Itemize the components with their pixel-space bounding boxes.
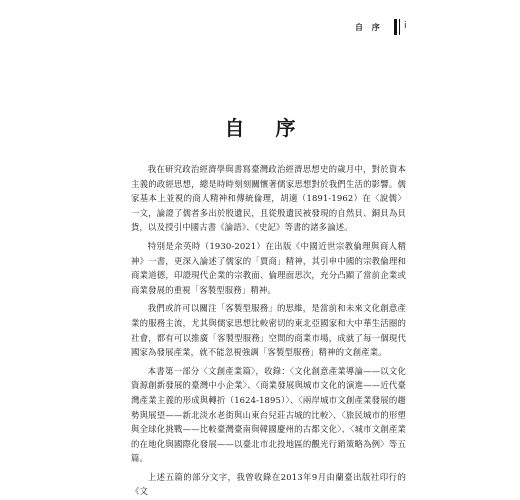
paragraph-5: 上述五篇的部分文字，我曾收錄在2013年9月由蘭臺出版社印行的《文 [131,471,406,497]
page-number: i [404,21,407,31]
page-title: 自 序 [224,116,308,140]
paragraph-1: 我在研究政治經濟學與書寫臺灣政治經濟思想史的歲月中，對於資本主義的政經思想，總是時時刻刻關懷著儒家思想對於我們生活的影響。儒家基本上並視的商人精神和傳統倫理，胡適（1891-1962）在〈說儒〉一文，論證了儒者多出於殷遺民，且從殷遺民被發現的自然貝、銅貝為貝貨，以及授引中國古書《論語》、《史記》等書的諸多論述。 [131,164,406,233]
body-text [131,162,406,500]
running-head-rule-thin [399,19,400,35]
paragraph-3: 我們或許可以關注「客製型服務」的思維，是當前和未來文化創意產業的服務主流，尤其與儒家思想比較密切的東北亞國家和大中華生活圈的社會，都有可以推廣「客製型服務」空間的商業市場，成就了每一個現代國家為發展產業，就不能忽視強調「客製型服務」精神的文創產業。 [131,303,406,358]
paragraph-2: 特別是余英時（1930-2021）在出版《中國近世宗教倫理與商人精神》一書，更深入論述了儒家的「賈商」精神，其引申中國的宗教倫理和商業道德，印證現代企業的宗教面、倫理面思次，充分凸顯了當前企業或商業發展的重視「客製型服務」精神。 [131,240,406,295]
running-head-rule [394,19,397,35]
running-head: 自 序 [355,23,383,32]
paragraph-4: 本書第一部分〈文創產業篇〉，收錄：〈文化創意產業導論——以文化資源創新發展的臺灣中小企業〉、〈商業發展與城市文化的演進——近代臺灣產業主義的形成與轉折（1624-1895）〉、〈兩岸城市文創產業發展的趨勢與展望——新北淡水老街與山東台兒莊古城的比較〉、〈旅民城市的形塑與全球化挑戰——比較臺灣臺南與韓國慶州的古都文化〉、〈城市文創產業的在地化與國際化發展——以臺北市北投地區的觀光行銷策略為例〉等五篇。 [131,365,406,464]
